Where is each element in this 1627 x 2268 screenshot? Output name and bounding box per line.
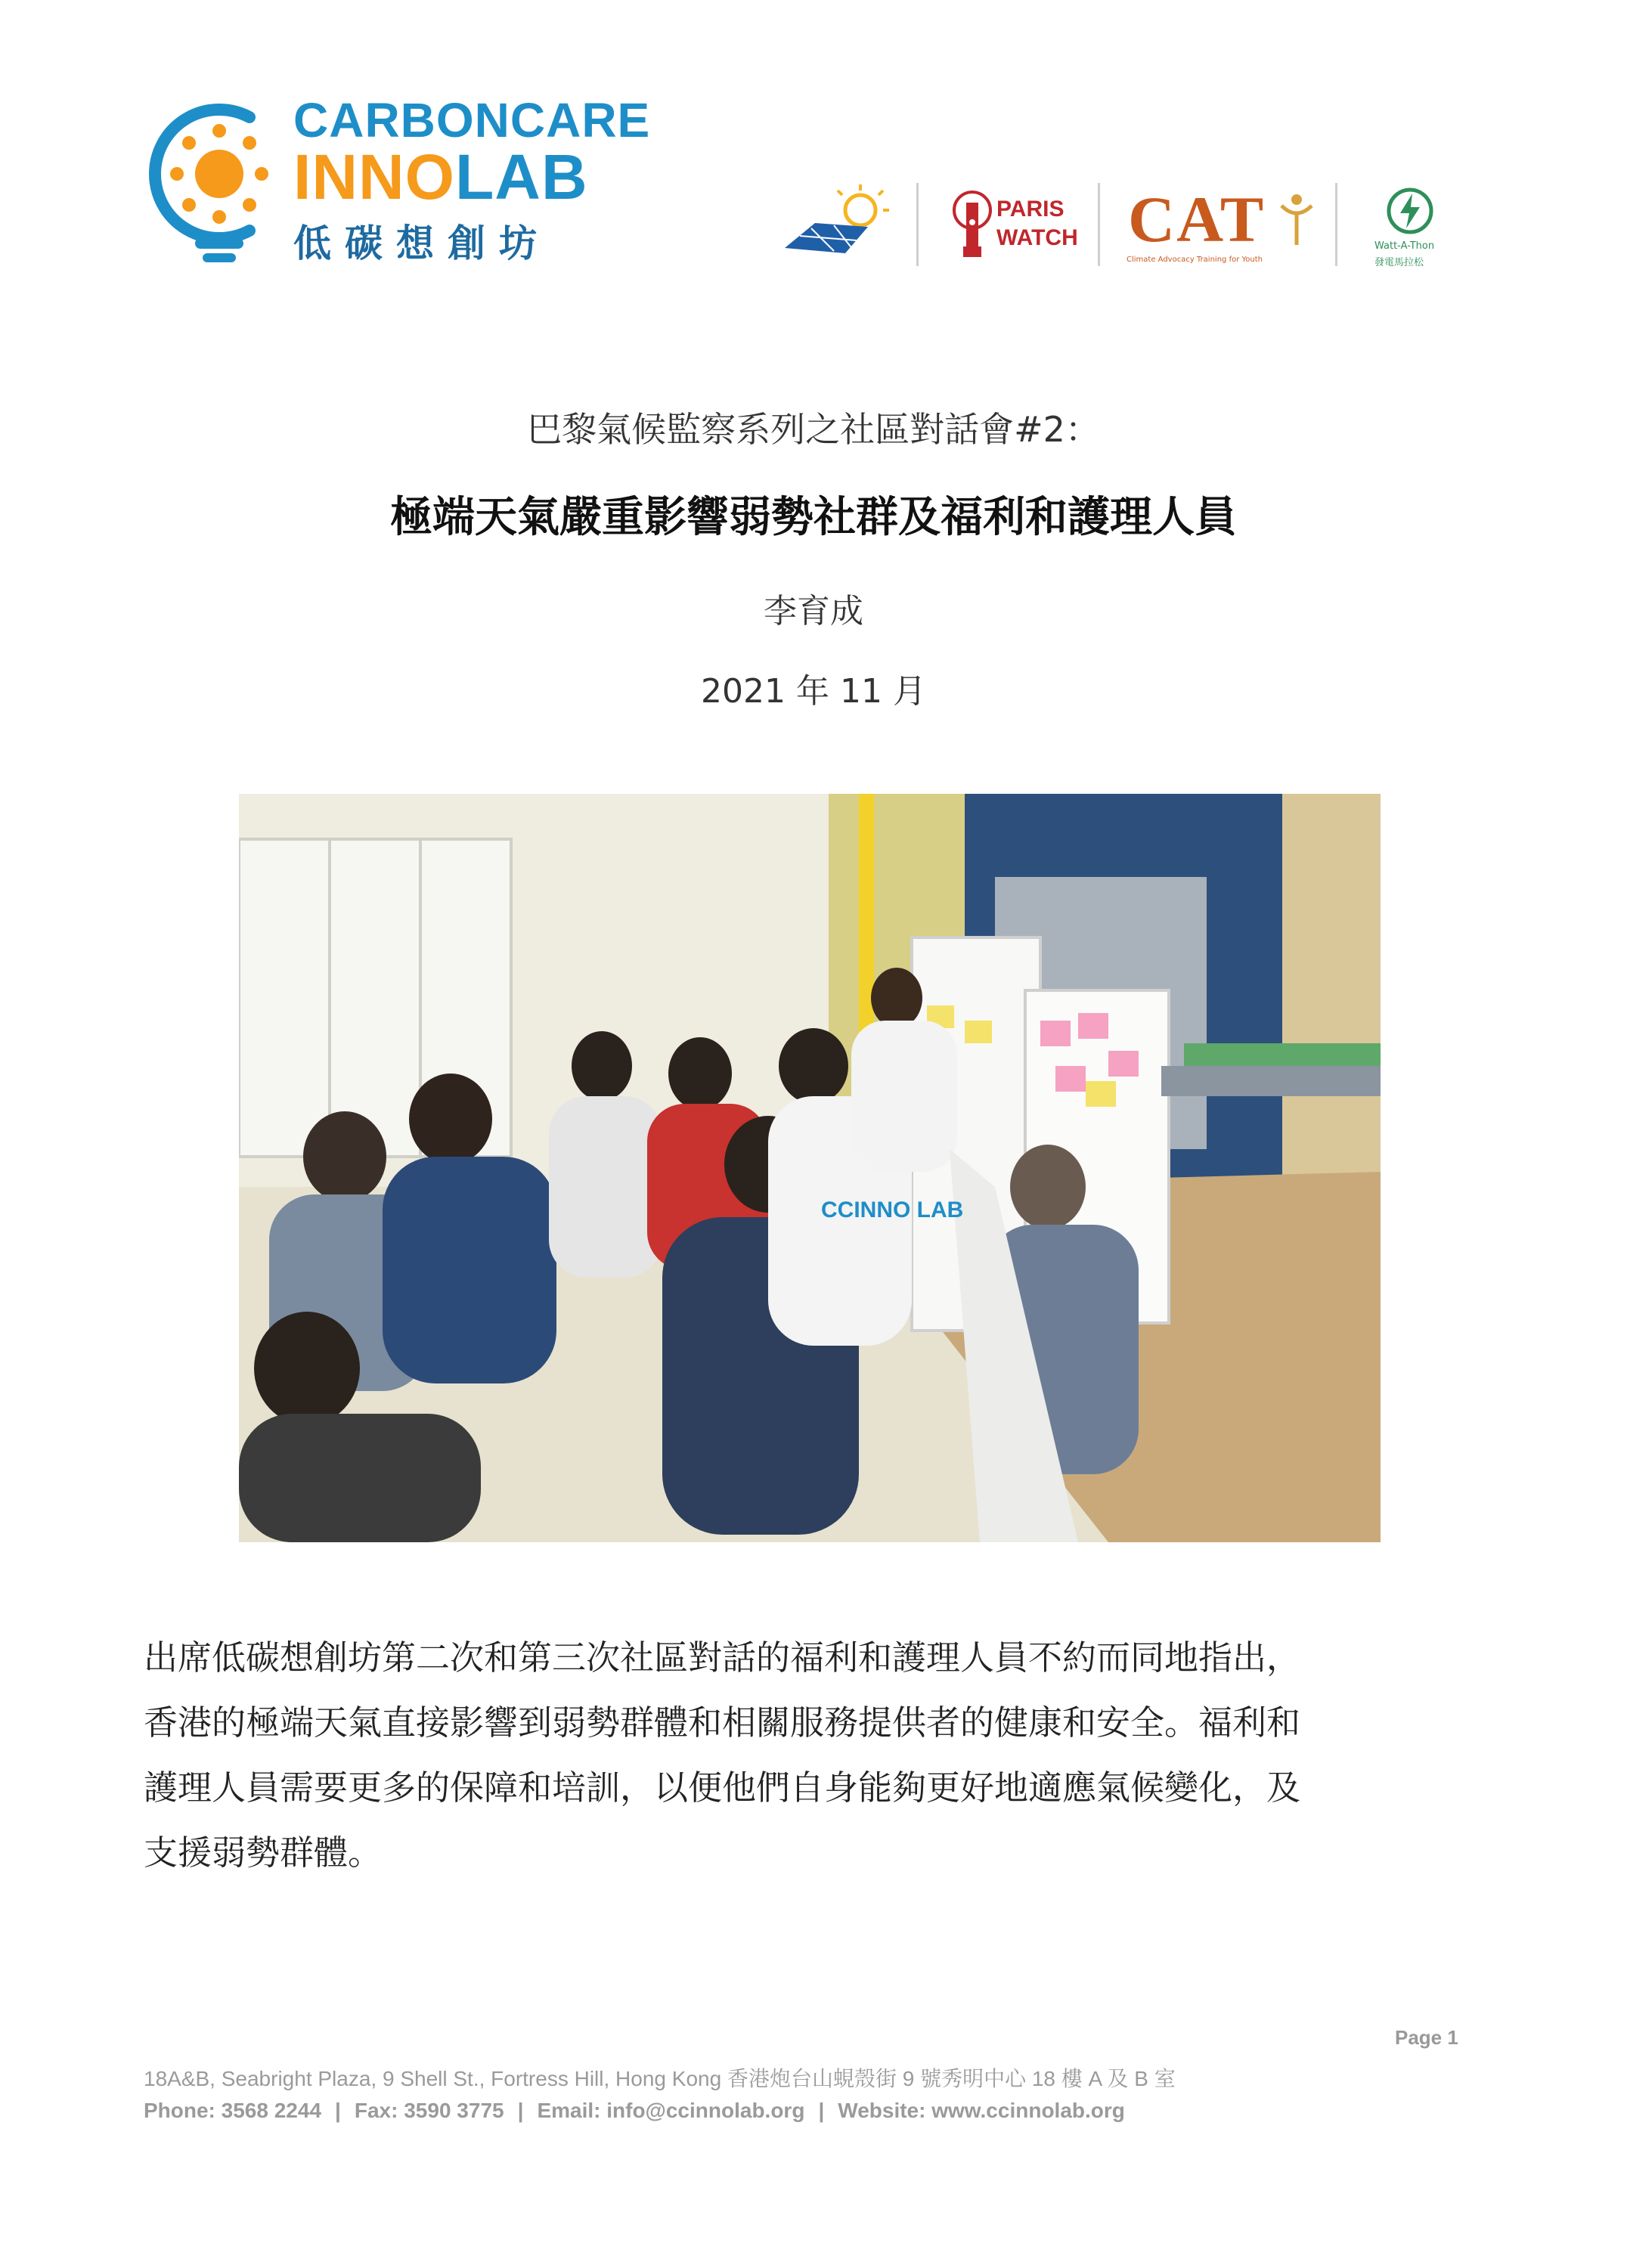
footer-divider: | bbox=[335, 2099, 341, 2122]
main-title: 極端天氣嚴重影響弱勢社群及福利和護理人員 bbox=[390, 493, 1237, 542]
logo-wordmark-main bbox=[293, 141, 588, 212]
logo-wordmark-top: CARBONCARE bbox=[293, 93, 651, 147]
footer-email-link[interactable]: Email: info@ccinnolab.org bbox=[537, 2099, 805, 2122]
logo-inno: INNO bbox=[293, 141, 455, 212]
partner-logo-watt-a-thon bbox=[1353, 180, 1474, 271]
logo-chinese-name: 低碳想創坊 bbox=[293, 222, 550, 265]
body-line: 護理人員需要更多的保障和培訓，以便他們自身能夠更好地適應氣候變化，及 bbox=[144, 1768, 1301, 1808]
paris-watch-line1: PARIS bbox=[996, 197, 1065, 222]
partner-logo-cat bbox=[1119, 180, 1323, 271]
logo-lab: LAB bbox=[455, 141, 588, 212]
watt-a-thon-en: Watt-A-Thon bbox=[1374, 240, 1435, 252]
paris-watch-line2: WATCH bbox=[996, 225, 1078, 250]
cat-subtitle: Climate Advocacy Training for Youth bbox=[1127, 256, 1263, 264]
partner-logo-solar bbox=[770, 181, 921, 268]
photo-illustration bbox=[239, 794, 1381, 1542]
watt-a-thon-zh: 發電馬拉松 bbox=[1374, 257, 1424, 268]
footer-divider: | bbox=[818, 2099, 825, 2122]
partner-separator bbox=[916, 183, 919, 266]
footer-divider: | bbox=[517, 2099, 524, 2122]
lightning-bolt-icon bbox=[1384, 184, 1436, 237]
body-line: 支援弱勢群體。 bbox=[144, 1833, 383, 1873]
cat-wordmark: CAT bbox=[1128, 183, 1266, 256]
body-line: 出席低碳想創坊第二次和第三次社區對話的福利和護理人員不約而同地指出， bbox=[144, 1637, 1301, 1678]
youth-figure-icon bbox=[1278, 191, 1316, 251]
footer-fax: Fax: 3590 3775 bbox=[354, 2099, 504, 2122]
photo-shirt-text: CCINNO LAB bbox=[821, 1198, 964, 1222]
publish-date: 2021 年 11 月 bbox=[701, 672, 926, 711]
series-title: 巴黎氣候監察系列之社區對話會#2： bbox=[527, 409, 1100, 450]
tower-icon bbox=[950, 180, 995, 271]
partner-separator bbox=[1098, 183, 1100, 266]
partner-logo-paris-watch bbox=[950, 180, 1078, 271]
page-number: Page 1 bbox=[1395, 2026, 1458, 2049]
body-paragraph bbox=[144, 1625, 1497, 1885]
footer-address: 18A&B, Seabright Plaza, 9 Shell St., Fortress Hill, Hong Kong 香港炮台山蜆殼街 9 號秀明中心 18 樓 A 及 B 室 bbox=[144, 2067, 1176, 2090]
community-dialogue-photo bbox=[239, 794, 1381, 1542]
footer-website-link[interactable]: Website: www.ccinnolab.org bbox=[838, 2099, 1125, 2122]
footer-contact bbox=[144, 2099, 1125, 2123]
body-line: 香港的極端天氣直接影響到弱勢群體和相關服務提供者的健康和安全。福利和 bbox=[144, 1703, 1301, 1743]
partner-separator bbox=[1335, 183, 1337, 266]
solar-panel-sun-icon bbox=[770, 181, 921, 257]
lightbulb-logo-icon bbox=[136, 87, 287, 276]
author: 李育成 bbox=[764, 592, 863, 631]
footer-phone: Phone: 3568 2244 bbox=[144, 2099, 322, 2122]
